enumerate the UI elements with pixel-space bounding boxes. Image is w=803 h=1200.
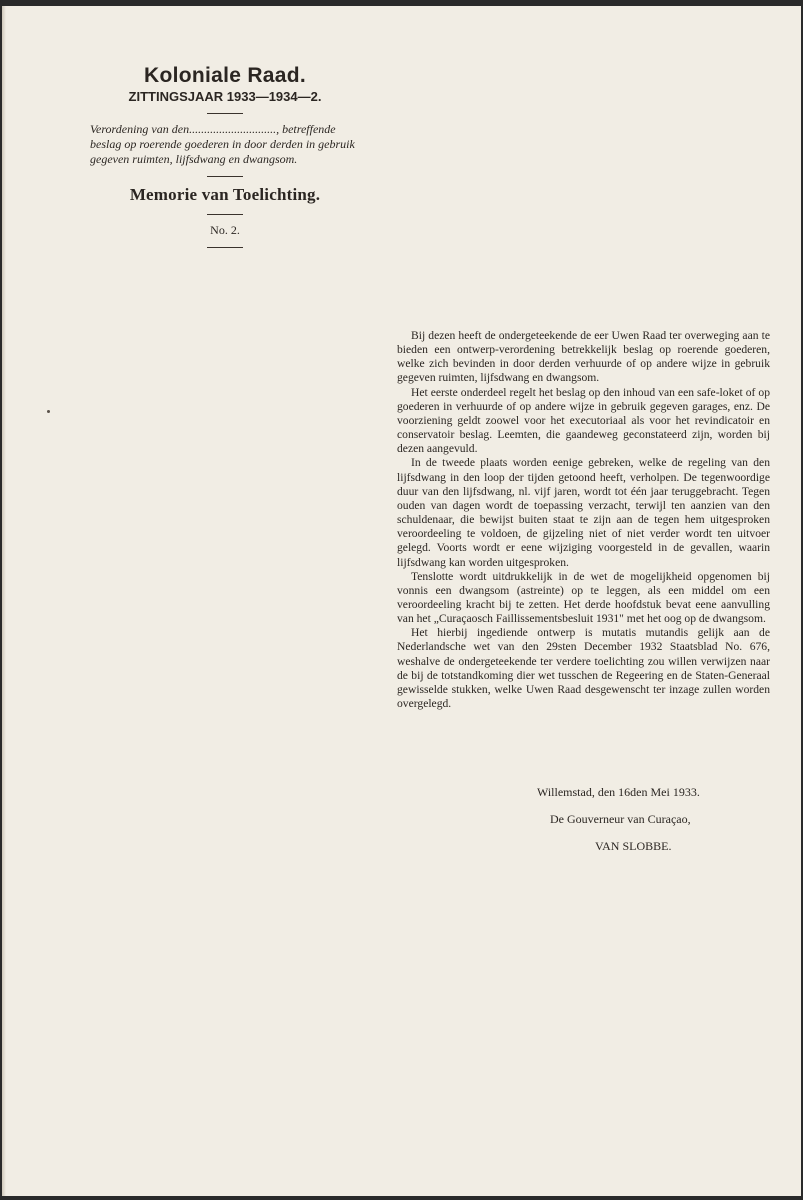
memo-body: [397, 329, 770, 711]
divider: [207, 113, 243, 114]
paragraph: Tenslotte wordt uitdrukkelijk in de wet de mogelijkheid opgenomen bij vonnis een dwangsom (astreinte) op te leggen, als een middel om een veroordeeling kracht bij te zetten. Het derde hoofdstuk bevat eene aanvulling van het „Curaçaosch Faillissementsbesluit 1931" met het oog op de dwangsom.: [397, 569, 770, 626]
regulation-subject: Verordening van den............................., betreffende beslag op roerende goederen in door derden in gebruik gegeven ruimten, lijfsdwang en dwangsom.: [90, 122, 355, 166]
divider: [207, 214, 243, 215]
paragraph: Bij dezen heeft de ondergeteekende de eer Uwen Raad ter overweging aan te bieden een ontwerp-verordening betrekkelijk beslag op roerende goederen, welke zich bevinden in door derden verhuurde of op andere wijze in gebruik gegeven ruimten, lijfsdwang en dwangsom.: [397, 329, 770, 385]
divider: [207, 176, 243, 177]
document-header: [84, 64, 366, 256]
document-number: No. 2.: [210, 223, 240, 237]
paragraph: Het eerste onderdeel regelt het beslag op den inhoud van een safe-loket of op goederen in verhuurde of op andere wijze in gebruik gegeven garages, enz. De voorziening geldt zoowel voor het executoriaal als voor het revindicatoir en conservatoir beslag. Leemten, die gaandeweg geconstateerd zijn, worden bij dezen aangevuld.: [397, 385, 770, 456]
paragraph: In de tweede plaats worden eenige gebreken, welke de regeling van den lijfsdwang in den loop der tijden getoond heeft, verholpen. De tegenwoordige duur van den lijfsdwang, nl. vijf jaren, wordt tot één jaar teruggebracht. Tegen ouden van dagen wordt de toepassing verzacht, terwijl ten aanzien van den schuldenaar, die bewijst buiten staat te zijn aan de tegen hem uitgesproken veroordeeling te voldoen, de gijzeling niet of niet verder wordt ten uitvoer gelegd. Voorts wordt er eene wijziging voorgesteld in de gevallen, waarin lijfsdwang kan worden uitgesproken.: [397, 456, 770, 569]
session-year: ZITTINGSJAAR 1933—1934—2.: [128, 89, 322, 104]
council-title: Koloniale Raad.: [143, 64, 307, 87]
signatory-name: VAN SLOBBE.: [595, 839, 672, 853]
page-binding-edge: [2, 6, 6, 1196]
document-page: [2, 6, 801, 1196]
margin-dot: [47, 410, 50, 413]
memo-title: Memorie van Toelichting.: [129, 185, 321, 204]
divider: [207, 247, 243, 248]
signatory-role: De Gouverneur van Curaçao,: [550, 812, 691, 826]
place-date: Willemstad, den 16den Mei 1933.: [537, 785, 700, 799]
paragraph: Het hierbij ingediende ontwerp is mutatis mutandis gelijk aan de Nederlandsche wet van den 29sten December 1932 Staatsblad No. 676, weshalve de ondergeteekende ter verdere toelichting zou willen verwijzen naar de bij de totstandkoming dier wet tusschen de Regeering en de Staten-Generaal gewisselde stukken, welke Uwen Raad desgewenscht ter inzage zullen worden overgelegd.: [397, 626, 770, 711]
